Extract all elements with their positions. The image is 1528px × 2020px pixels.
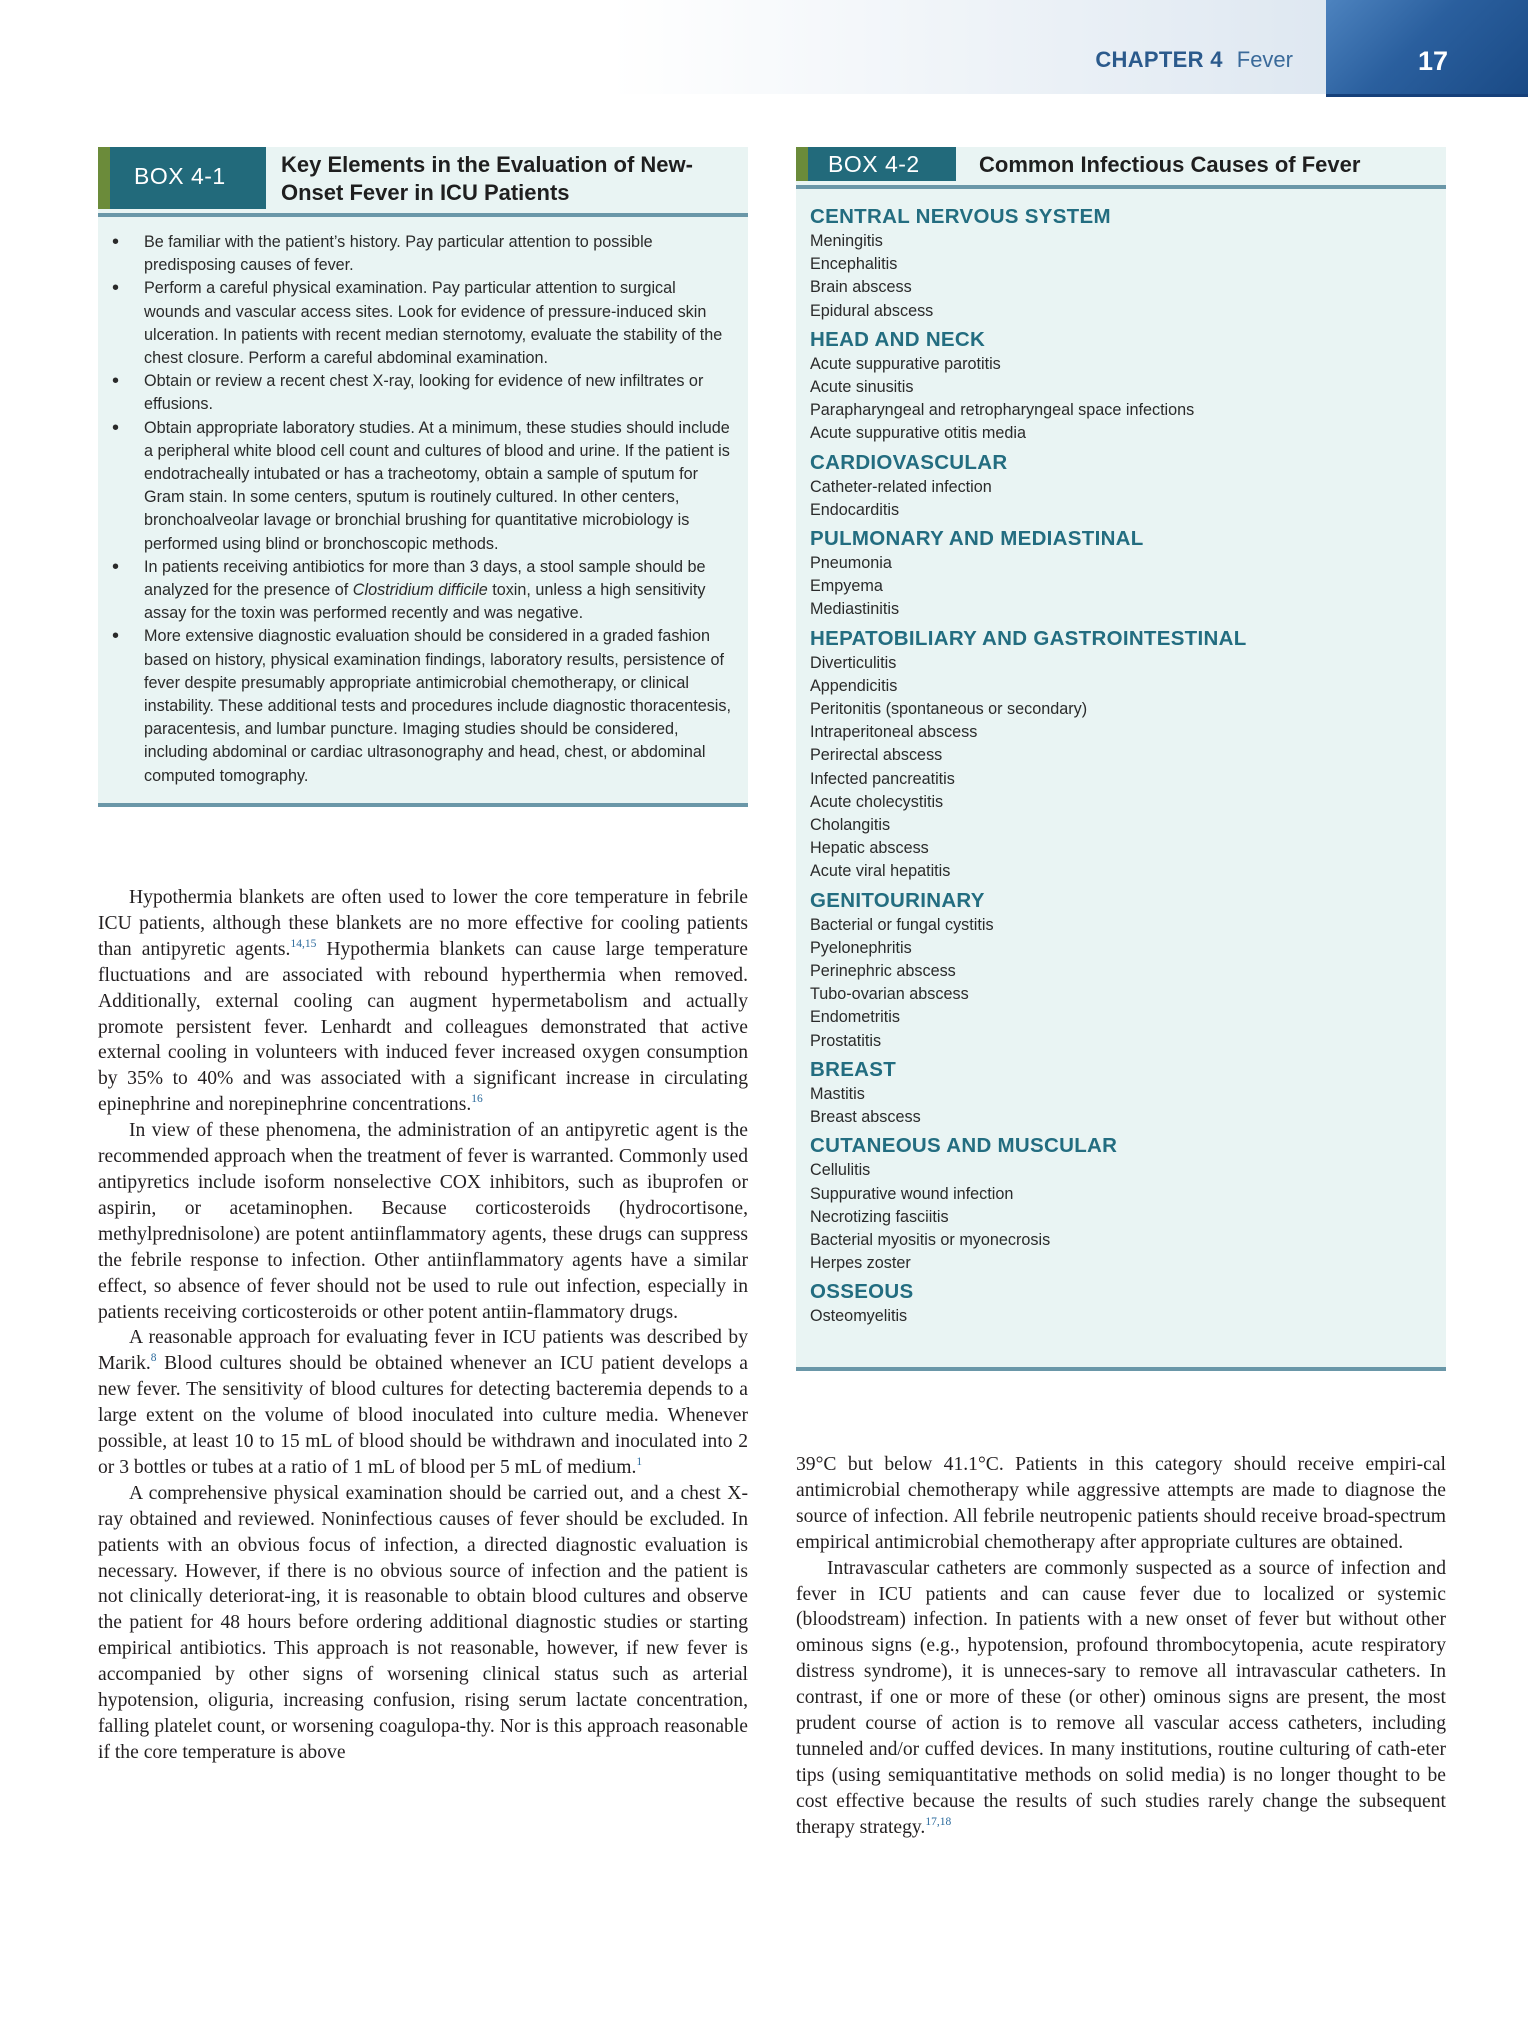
box-4-2-title: Common Infectious Causes of Fever xyxy=(979,152,1361,177)
section-title: HEAD AND NECK xyxy=(810,327,986,351)
list-item: • Obtain appropriate laboratory studies. At a minimum, these studies should include a peripheral white blood cell count and cultures of blood and urine. If the patient is endotracheally intubated or has a tracheotomy, obtain a sample of sputum for Gram stain. In some centers, sputum is routinely cultured. In other centers, bronchoalveolar lavage or bronchial brushing for quantitative microbiology is performed using blind or bronchoscopic methods. xyxy=(112,417,732,556)
list-item: Osteomyelitis xyxy=(810,1307,908,1326)
paragraph: 39°C but below 41.1°C. Patients in this category should receive empiri-cal antimicrobial chemotherapy while aggressive attempts are made to diagnose the source of infection. All febrile neutropenic patients should receive broad-spectrum empirical antimicrobial chemotherapy after appropriate cultures are obtained. xyxy=(796,1454,1446,1553)
list-item-text: toxin, unless a high sensitivity assay for the toxin was performed recently and was negative. xyxy=(144,581,706,623)
page-header xyxy=(0,0,1528,94)
section-title: PULMONARY AND MEDIASTINAL xyxy=(810,527,1144,551)
list-item: Encephalitis xyxy=(810,255,898,274)
list-item: Epidural abscess xyxy=(810,301,934,320)
list-item: Suppurative wound infection xyxy=(810,1184,1014,1203)
organism-name: Clostridium difficile xyxy=(352,581,488,600)
body-column-left xyxy=(98,885,748,1766)
section-list xyxy=(810,353,1430,446)
list-item: Pneumonia xyxy=(810,554,892,573)
section-title: CARDIOVASCULAR xyxy=(810,450,1008,474)
section-list xyxy=(810,914,1430,1053)
box-4-1 xyxy=(98,147,748,807)
paragraph xyxy=(98,1325,748,1480)
list-item: Acute viral hepatitis xyxy=(810,862,951,881)
box-4-2-body xyxy=(810,200,1430,1329)
list-item: Cholangitis xyxy=(810,816,891,835)
list-item: • Obtain or review a recent chest X-ray, looking for evidence of new infiltrates or effusions. xyxy=(112,370,732,416)
section-list xyxy=(810,1305,1430,1328)
list-item: Acute sinusitis xyxy=(810,378,914,397)
paragraph-text: A reasonable approach for evaluating fever in ICU patients was described by Marik. xyxy=(98,1327,748,1375)
body-column-right xyxy=(796,1452,1446,1841)
list-item: Tubo-ovarian abscess xyxy=(810,985,969,1004)
chapter-label: CHAPTER 4 xyxy=(1095,47,1223,72)
section-title: CUTANEOUS AND MUSCULAR xyxy=(810,1134,1118,1158)
box-4-1-tag xyxy=(98,147,266,209)
list-item: • Perform a careful physical examination. Pay particular attention to surgical wounds and vascular access sites. Look for evidence of pressure-induced skin ulceration. In patients with recent median sternotomy, evaluate the stability of the chest closure. Perform a careful abdominal examination. xyxy=(112,277,732,370)
list-item xyxy=(112,556,732,626)
paragraph: In view of these phenomena, the administration of an antipyretic agent is the recommended approach when the treatment of fever is warranted. Commonly used antipyretics include isoform nonselective COX inhibitors, such as ibuprofen or aspirin, or acetaminophen. Because corticosteroids (hydrocortisone, methylprednisolone) are potent antiinflammatory agents, these drugs can suppress the febrile response to infection. Other antiinflammatory agents have a similar effect, so absence of fever should not be used to rule out infection, especially in patients receiving corticosteroids or other potent antiin-flammatory drugs. xyxy=(98,1120,748,1323)
section-title: HEPATOBILIARY AND GASTROINTESTINAL xyxy=(810,626,1247,650)
chapter-name: Fever xyxy=(1236,47,1293,72)
list-item: Hepatic abscess xyxy=(810,839,929,858)
paragraph-text: Intravascular catheters are commonly suspected as a source of infection and fever in ICU patients and can cause fever due to localized or systemic (bloodstream) infection. In patients with a new onset of fever but without other ominous signs (e.g., hypotension, profound thrombocytopenia, acute respiratory distress syndrome), it is unneces-sary to remove all intravascular catheters. In contrast, if one or more of these (or other) ominous signs are present, the most prudent course of action is to remove all vascular access catheters, including tunneled and/or cuffed devices. In many institutions, routine culturing of cath-eter tips (using semiquantitative methods on solid media) is no longer thought to be cost effective because the results of such studies rarely change the subsequent therapy strategy. xyxy=(796,1557,1446,1838)
box-4-2 xyxy=(796,147,1446,1371)
box-4-1-title: Key Elements in the Evaluation of New-Onset Fever in ICU Patients xyxy=(281,152,693,205)
list-item: Catheter-related infection xyxy=(810,477,992,496)
citation[interactable]: 17,18 xyxy=(925,1815,952,1828)
paragraph xyxy=(98,885,748,1118)
list-item: Endocarditis xyxy=(810,500,900,519)
box-4-2-tag-label: BOX 4-2 xyxy=(828,151,920,177)
page-number-box xyxy=(1326,0,1528,97)
page-number: 17 xyxy=(1418,46,1449,76)
list-item-text: In patients receiving antibiotics for more than 3 days, a stool sample should be analyzed for the presence of xyxy=(144,557,706,600)
list-item: Mastitis xyxy=(810,1084,865,1103)
list-item: Mediastinitis xyxy=(810,600,900,619)
section-title: CENTRAL NERVOUS SYSTEM xyxy=(810,205,1111,228)
list-item: Perirectal abscess xyxy=(810,746,943,765)
section-title: GENITOURINARY xyxy=(810,888,985,912)
paragraph-text: Hypothermia blankets can cause large temperature fluctuations and are associated with rebound hyperthermia when removed. Additionally, external cooling can augment hypermetabolism and actually promote persistent fever. Lenhardt and colleagues demonstrated that active external cooling in volunteers with induced fever increased oxygen consumption by 35% to 40% and was associated with a significant increase in circulating epinephrine and norepinephrine concentrations. xyxy=(98,938,748,1116)
list-item: Bacterial myositis or myonecrosis xyxy=(810,1230,1051,1249)
section-list xyxy=(810,476,1430,522)
section-title: OSSEOUS xyxy=(810,1280,914,1304)
section-list xyxy=(810,552,1430,622)
box-4-2-header xyxy=(796,147,1446,189)
paragraph-text: Blood cultures should be obtained whenever an ICU patient develops a new fever. The sensitivity of blood cultures for detecting bacteremia depends to a large extent on the volume of blood inoculated into culture media. Whenever possible, at least 10 to 15 mL of blood should be withdrawn and inoculated into 2 or 3 bottles or tubes at a ratio of 1 mL of blood per 5 mL of medium. xyxy=(98,1353,748,1478)
list-item: Intraperitoneal abscess xyxy=(810,723,978,742)
list-item: Perinephric abscess xyxy=(810,962,956,981)
box-4-1-list xyxy=(112,231,732,788)
box-4-1-tag-label: BOX 4-1 xyxy=(134,163,226,189)
list-item: • Be familiar with the patient’s history. Pay particular attention to possible predisposing causes of fever. xyxy=(112,231,732,277)
section-title: BREAST xyxy=(810,1057,897,1081)
running-head xyxy=(1095,47,1293,73)
list-item: Necrotizing fasciitis xyxy=(810,1207,949,1226)
citation[interactable]: 14,15 xyxy=(290,937,317,950)
list-item: Meningitis xyxy=(810,232,883,250)
citation[interactable]: 1 xyxy=(636,1455,643,1468)
list-item: Pyelonephritis xyxy=(810,938,912,957)
section-list xyxy=(810,230,1430,323)
list-item: Endometritis xyxy=(810,1008,900,1027)
list-item: Bacterial or fungal cystitis xyxy=(810,915,994,934)
list-item: Acute cholecystitis xyxy=(810,792,944,811)
list-item: • More extensive diagnostic evaluation should be considered in a graded fashion based on history, physical examination findings, laboratory results, persistence of fever despite presumably appropriate antimicrobial chemotherapy, or clinical instability. These additional tests and procedures include diagnostic thoracentesis, paracentesis, and lumbar puncture. Imaging studies should be considered, including abdominal or cardiac ultrasonography and head, chest, or abdominal computed tomography. xyxy=(112,625,732,787)
list-item: Acute suppurative otitis media xyxy=(810,424,1026,443)
list-item: Empyema xyxy=(810,577,883,596)
box-4-2-tag xyxy=(796,147,956,181)
section-list xyxy=(810,1159,1430,1275)
list-item: Acute suppurative parotitis xyxy=(810,354,1001,373)
list-item: Parapharyngeal and retropharyngeal space infections xyxy=(810,401,1195,420)
list-item: Infected pancreatitis xyxy=(810,769,955,788)
paragraph xyxy=(796,1556,1446,1841)
section-list xyxy=(810,1083,1430,1129)
citation[interactable]: 8 xyxy=(150,1352,157,1365)
list-item: Appendicitis xyxy=(810,676,898,695)
list-item: Brain abscess xyxy=(810,278,912,297)
list-item: Herpes zoster xyxy=(810,1254,911,1273)
box-4-1-header xyxy=(98,147,748,217)
list-item: Breast abscess xyxy=(810,1108,921,1127)
section-list xyxy=(810,652,1430,884)
list-item: Cellulitis xyxy=(810,1161,871,1180)
paragraph-text: Hypothermia blankets are often used to lower the core temperature in febrile ICU patients, although these blankets are no more effective for cooling patients than antipyretic agents. xyxy=(98,887,748,960)
citation[interactable]: 16 xyxy=(471,1093,483,1106)
paragraph: A comprehensive physical examination should be carried out, and a chest X-ray obtained and reviewed. Noninfectious causes of fever should be excluded. In patients with an obvious focus of infection, a directed diagnostic evaluation is necessary. However, if there is no obvious source of infection and the patient is not clinically deteriorat-ing, it is reasonable to obtain blood cultures and observe the patient for 48 hours before ordering additional diagnostic studies or starting empirical antibiotics. This approach is not reasonable, however, if new fever is accompanied by other signs of worsening clinical status such as arterial hypotension, oliguria, increasing confusion, rising serum lactate concentration, falling platelet count, or worsening coagulopa-thy. Nor is this approach reasonable if the core temperature is above xyxy=(98,1482,748,1763)
list-item: Prostatitis xyxy=(810,1031,882,1050)
list-item: Peritonitis (spontaneous or secondary) xyxy=(810,700,1088,719)
list-item: Diverticulitis xyxy=(810,653,897,672)
